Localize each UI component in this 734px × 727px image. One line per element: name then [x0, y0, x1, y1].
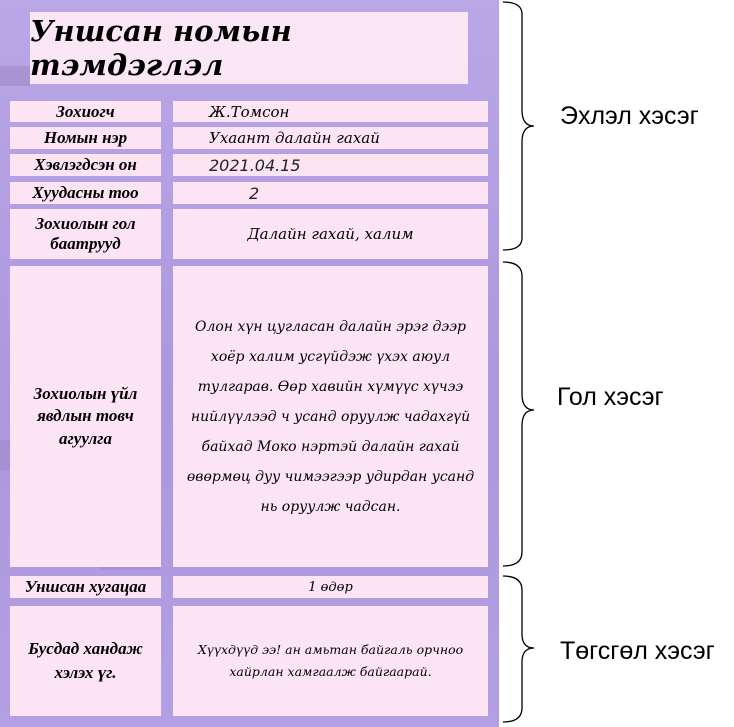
label-cell — [10, 209, 161, 259]
value-cell — [173, 209, 488, 259]
row-value: 2 — [249, 183, 260, 203]
row-value: Олон хүн цугласан далайн эрэг дээр хоёр халим усгүйдэж үхэх аюул тулгарав. Өөр хавийн хүмүүс хүчээ нийлүүлээд ч усанд оруулж чадахгүй байхад Моко нэртэй далайн гахай өвөрмөц дуу чимээгээр удирдан усанд нь оруулж чадсан. — [186, 318, 475, 515]
row-label: Хэвлэгдсэн он — [34, 155, 137, 175]
value-cell — [173, 606, 488, 716]
row-label: Зохиолын үйл явдлын товч агуулга — [33, 384, 138, 448]
row-value: Ж.Томсон — [209, 102, 290, 121]
row-label: Номын нэр — [43, 128, 128, 148]
label-cell — [10, 182, 161, 204]
label-cell — [10, 606, 161, 716]
row-label: Зохиогч — [56, 101, 115, 121]
page-title: Уншсан номын тэмдэглэл — [30, 14, 292, 82]
section-brace — [500, 0, 560, 727]
row-value: Далайн гахай, халим — [247, 225, 414, 243]
row-value: 2021.04.15 — [209, 155, 301, 175]
row-value: 1 өдөр — [308, 579, 353, 595]
label-cell — [10, 101, 161, 122]
label-cell — [10, 127, 161, 149]
label-cell — [10, 266, 161, 567]
row-label: Бусдад хандаж хэлэх үг. — [28, 639, 143, 682]
value-cell — [173, 182, 488, 204]
row-value: Хүүхдүүд ээ! ан амьтан байгаль орчноо хайрлан хамгаалж байгаарай. — [197, 642, 464, 679]
title-box — [30, 12, 468, 84]
value-cell — [173, 266, 488, 567]
value-cell — [173, 127, 488, 149]
section-label-ending: Төгсгөл хэсэг — [560, 637, 715, 665]
row-value: Ухаант далайн гахай — [209, 129, 380, 147]
row-label: Хуудасны тоо — [32, 183, 139, 203]
label-cell — [10, 576, 161, 598]
value-cell — [173, 154, 488, 176]
section-label-intro: Эхлэл хэсэг — [560, 102, 699, 130]
value-cell — [173, 101, 488, 122]
label-cell — [10, 154, 161, 176]
row-label: Зохиолын гол баатрууд — [35, 214, 136, 253]
value-cell — [173, 576, 488, 598]
row-label: Уншсан хугацаа — [24, 577, 147, 597]
section-label-main: Гол хэсэг — [557, 383, 664, 411]
decorative-shadow — [0, 66, 30, 86]
